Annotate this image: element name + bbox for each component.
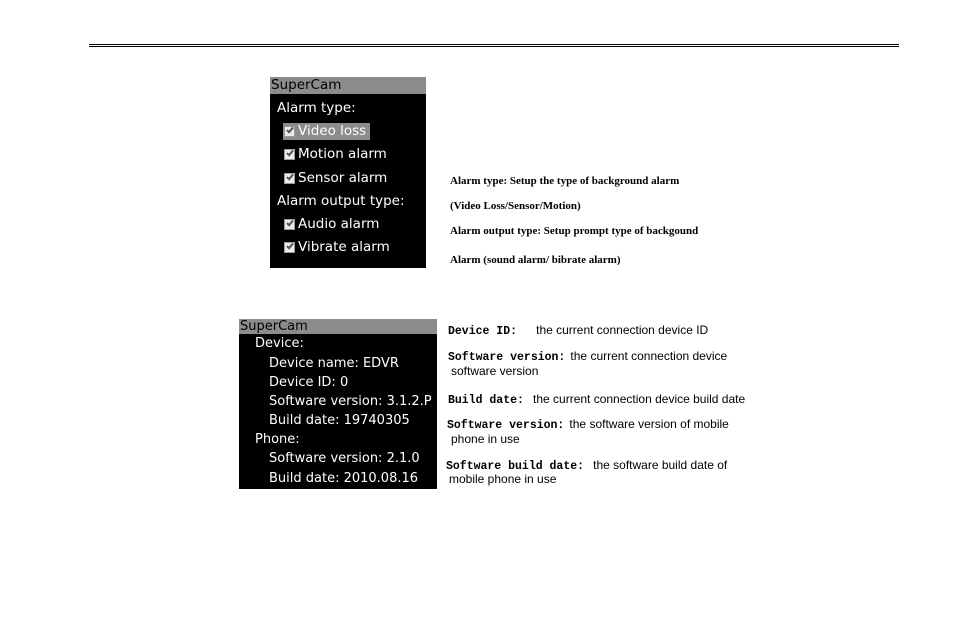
audio-alarm-checkbox[interactable] <box>284 219 295 230</box>
alarm-desc-line-3: Alarm output type: Setup prompt type of backgound <box>450 225 699 237</box>
audio-alarm-label: Audio alarm <box>298 216 380 232</box>
build-date-desc-text: the current connection device build date <box>533 392 746 406</box>
phone-software-version-value: Software version: 2.1.0 <box>269 451 420 466</box>
build-date-desc <box>448 388 745 407</box>
alarm-desc-line-2: (Video Loss/Sensor/Motion) <box>450 200 581 212</box>
software-version-desc-text: the current connection device <box>570 349 728 363</box>
vibrate-alarm-label: Vibrate alarm <box>298 239 390 255</box>
software-version-desc-text-2: software version <box>451 364 539 378</box>
device-id-desc <box>448 319 708 338</box>
alarm-desc-line-1: Alarm type: Setup the type of background alarm <box>450 175 680 187</box>
phone-software-version-desc <box>447 413 729 432</box>
device-id-desc-text: the current connection device ID <box>536 323 709 337</box>
alarm-settings-screen <box>270 77 426 268</box>
alarm-type-heading: Alarm type: <box>277 100 356 116</box>
software-build-date-desc-text-2: mobile phone in use <box>449 472 557 486</box>
phone-heading: Phone: <box>255 432 300 447</box>
vibrate-alarm-checkbox[interactable] <box>284 242 295 253</box>
device-id-desc-label: Device ID: <box>448 325 518 338</box>
device-id-value: Device ID: 0 <box>269 375 349 390</box>
phone-software-version-desc-label: Software version: <box>447 419 565 432</box>
phone-software-version-desc-text-2: phone in use <box>451 432 520 446</box>
software-build-date-desc-label: Software build date: <box>446 460 585 473</box>
motion-alarm-checkbox[interactable] <box>284 149 295 160</box>
build-date-desc-label: Build date: <box>448 394 524 407</box>
device-software-version-value: Software version: 3.1.2.P <box>269 394 432 409</box>
header-rule <box>89 44 899 47</box>
app-title: SuperCam <box>240 319 308 334</box>
sensor-alarm-label: Sensor alarm <box>298 170 388 186</box>
about-info-screen <box>239 319 437 489</box>
video-loss-label: Video loss <box>298 123 367 139</box>
phone-software-version-desc-text: the software version of mobile <box>569 417 729 431</box>
device-heading: Device: <box>255 336 304 351</box>
software-build-date-desc-text: the software build date of <box>593 458 728 472</box>
phone-build-date-value: Build date: 2010.08.16 <box>269 471 419 486</box>
device-build-date-value: Build date: 19740305 <box>269 413 410 428</box>
motion-alarm-label: Motion alarm <box>298 146 387 162</box>
software-version-desc-label: Software version: <box>448 351 566 364</box>
software-build-date-desc <box>446 454 727 473</box>
alarm-output-type-heading: Alarm output type: <box>277 193 405 209</box>
video-loss-checkbox[interactable] <box>284 126 295 137</box>
alarm-desc-line-4: Alarm (sound alarm/ bibrate alarm) <box>450 254 621 266</box>
app-title-bar <box>239 319 437 334</box>
device-name-value: Device name: EDVR <box>269 356 399 371</box>
software-version-desc <box>448 345 727 364</box>
sensor-alarm-checkbox[interactable] <box>284 173 295 184</box>
app-title-bar <box>270 77 426 94</box>
app-title: SuperCam <box>271 77 342 93</box>
